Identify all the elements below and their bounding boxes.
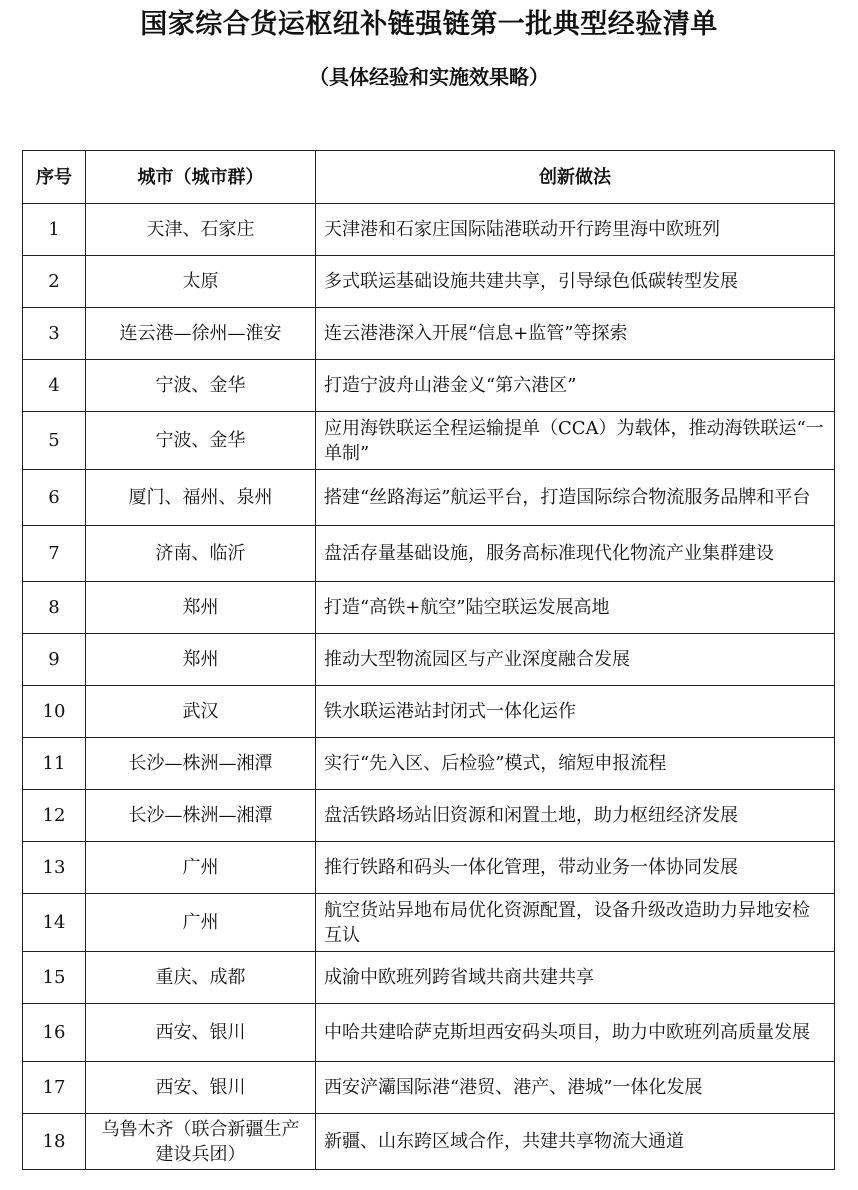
row-no: 9 [23,634,86,686]
table-row [23,1114,835,1170]
row-method: 铁水联运港站封闭式一体化运作 [316,686,835,738]
row-no: 13 [23,842,86,894]
row-no: 14 [23,894,86,952]
table-row [23,412,835,470]
row-city: 长沙—株洲—湘潭 [86,790,316,842]
row-no: 1 [23,204,86,256]
row-method: 连云港港深入开展“信息+监管”等探索 [316,308,835,360]
row-method: 中哈共建哈萨克斯坦西安码头项目，助力中欧班列高质量发展 [316,1004,835,1062]
row-no: 3 [23,308,86,360]
row-city: 宁波、金华 [86,412,316,470]
row-city: 太原 [86,256,316,308]
table-row [23,738,835,790]
row-city: 郑州 [86,634,316,686]
row-city: 广州 [86,894,316,952]
row-no: 7 [23,526,86,582]
table-row [23,308,835,360]
row-method: 盘活存量基础设施，服务高标准现代化物流产业集群建设 [316,526,835,582]
row-no: 4 [23,360,86,412]
header-method: 创新做法 [316,151,835,204]
table-row [23,204,835,256]
table-row [23,686,835,738]
row-city: 武汉 [86,686,316,738]
document-title: 国家综合货运枢纽补链强链第一批典型经验清单 [140,9,718,40]
row-no: 15 [23,952,86,1004]
row-city: 郑州 [86,582,316,634]
row-method: 天津港和石家庄国际陆港联动开行跨里海中欧班列 [316,204,835,256]
table-row [23,582,835,634]
row-city: 重庆、成都 [86,952,316,1004]
row-city: 济南、临沂 [86,526,316,582]
table-row [23,360,835,412]
table-row [23,256,835,308]
row-no: 10 [23,686,86,738]
row-method: 成渝中欧班列跨省域共商共建共享 [316,952,835,1004]
document-subtitle: （具体经验和实施效果略） [309,65,549,89]
row-method: 打造“高铁+航空”陆空联运发展高地 [316,582,835,634]
row-method: 多式联运基础设施共建共享，引导绿色低碳转型发展 [316,256,835,308]
table-row [23,634,835,686]
row-no: 18 [23,1114,86,1170]
row-city: 宁波、金华 [86,360,316,412]
row-method: 新疆、山东跨区域合作，共建共享物流大通道 [316,1114,835,1170]
row-method: 盘活铁路场站旧资源和闲置土地，助力枢纽经济发展 [316,790,835,842]
row-method: 推行铁路和码头一体化管理，带动业务一体协同发展 [316,842,835,894]
experience-table [22,150,835,1170]
header-city: 城市（城市群） [86,151,316,204]
table-row [23,1062,835,1114]
row-city: 厦门、福州、泉州 [86,470,316,526]
row-no: 8 [23,582,86,634]
row-no: 2 [23,256,86,308]
row-method: 搭建“丝路海运”航运平台，打造国际综合物流服务品牌和平台 [316,470,835,526]
table-row [23,952,835,1004]
row-city: 乌鲁木齐（联合新疆生产建设兵团） [86,1114,316,1170]
row-method: 实行“先入区、后检验”模式，缩短申报流程 [316,738,835,790]
row-no: 5 [23,412,86,470]
table-row [23,842,835,894]
row-city: 西安、银川 [86,1062,316,1114]
row-method: 打造宁波舟山港金义“第六港区” [316,360,835,412]
table-header-row [23,151,835,204]
row-method: 应用海铁联运全程运输提单（CCA）为载体，推动海铁联运“一单制” [316,412,835,470]
row-city: 西安、银川 [86,1004,316,1062]
table-row [23,526,835,582]
table-row [23,790,835,842]
row-method: 西安浐灞国际港“港贸、港产、港城”一体化发展 [316,1062,835,1114]
row-no: 6 [23,470,86,526]
table-row [23,1004,835,1062]
table-row [23,894,835,952]
row-no: 16 [23,1004,86,1062]
row-city: 连云港—徐州—淮安 [86,308,316,360]
row-method: 航空货站异地布局优化资源配置，设备升级改造助力异地安检互认 [316,894,835,952]
row-no: 12 [23,790,86,842]
table-row [23,470,835,526]
header-no: 序号 [23,151,86,204]
row-city: 长沙—株洲—湘潭 [86,738,316,790]
row-method: 推动大型物流园区与产业深度融合发展 [316,634,835,686]
row-no: 11 [23,738,86,790]
row-city: 广州 [86,842,316,894]
row-no: 17 [23,1062,86,1114]
row-city: 天津、石家庄 [86,204,316,256]
